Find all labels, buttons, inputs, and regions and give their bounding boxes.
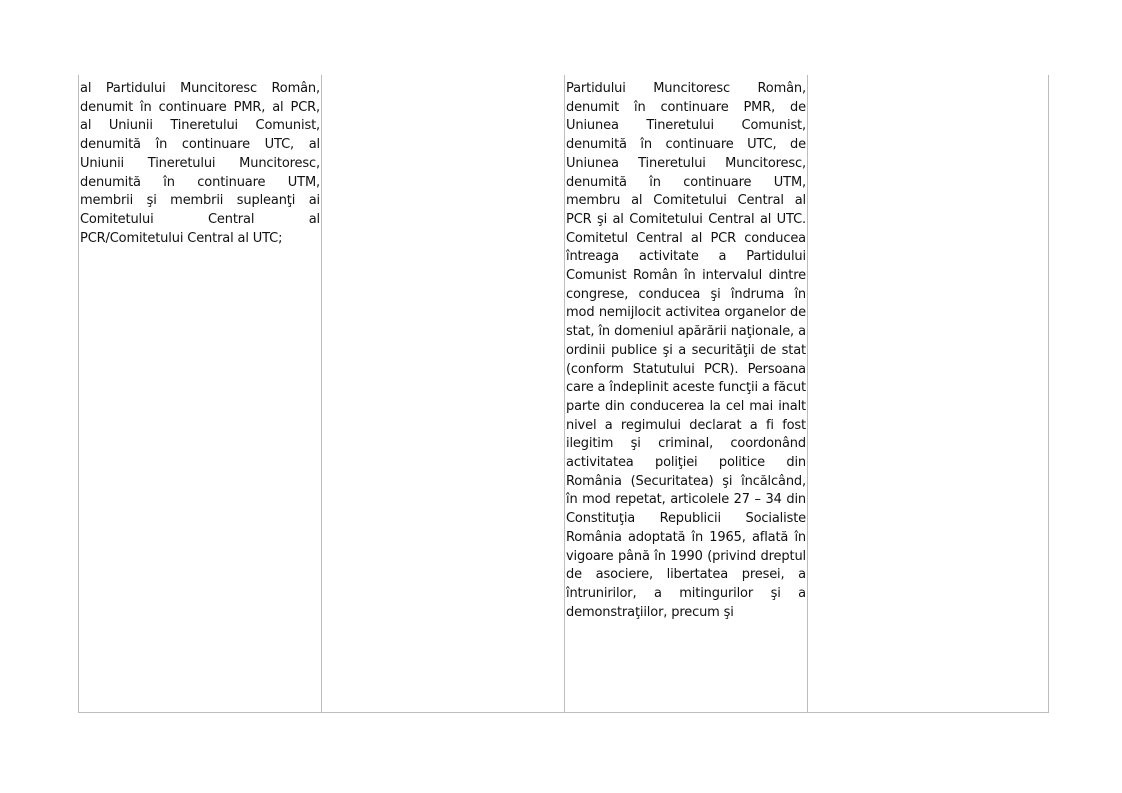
table-column-4 xyxy=(808,75,1050,712)
document-table xyxy=(78,75,1049,713)
table-column-2 xyxy=(322,75,565,712)
column-1-text: al Partidului Muncitoresc Român, denumit în continuare PMR, al PCR, al Uniunii Tineretului Comunist, denumită în continuare UTC, al Uniunii Tineretului Muncitoresc, denumită în continuare UTM, membrii şi membrii supleanţi ai Comitetului Central al PCR/Comitetului Central al UTC; xyxy=(80,81,320,246)
column-3-text: Partidului Muncitoresc Român, denumit în continuare PMR, de Uniunea Tineretului Comunist, denumită în continuare UTC, de Uniunea Tineretului Muncitoresc, denumită în continuare UTM, membru al Comitetului Central al PCR şi al Comitetului Central al UTC. Comitetul Central al PCR conducea întreaga activitate a Partidului Comunist Român în intervalul dintre congrese, conducea şi îndruma în mod nemijlocit activitea organelor de stat, în domeniul apărării naţionale, a ordinii publice şi a securităţii de stat (conform Statutului PCR). Persoana care a îndeplinit aceste funcţii a făcut parte din conducerea la cel mai inalt nivel a regimului declarat a fi fost ilegitim şi criminal, coordonând activitatea poliţiei politice din România (Securitatea) şi încălcând, în mod repetat, articolele 27 – 34 din Constituţia Republicii Socialiste România adoptată în 1965, aflată în vigoare până în 1990 (privind dreptul de asociere, libertatea presei, a întrunirilor, a mitingurilor şi a demonstraţiilor, precum şi xyxy=(566,81,806,620)
table-column-1 xyxy=(79,75,322,712)
table-column-3 xyxy=(565,75,808,712)
